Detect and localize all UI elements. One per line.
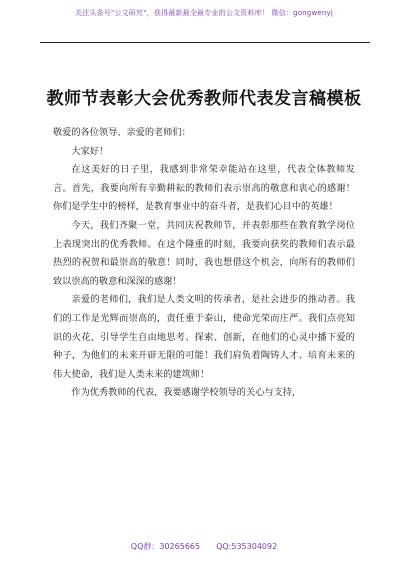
salutation: 敬爱的各位领导、亲爱的老师们： bbox=[53, 127, 191, 138]
body-paragraph: 作为优秀教师的代表，我要感谢学校领导的关心与支持， bbox=[71, 387, 302, 399]
body-paragraph: 亲爱的老师们，我们是人类文明的传承者，是社会进步的推动者。我们的工作是光辉而崇高的，责任重于泰山，使命光荣而庄严。我们点亮知识的火花，引导学生自由地思考、探索、创新，在他们的心灵中播下爱的种子，为他们的未来开辟无限的可能！我们肩负着陶铸人才、培育未来的伟大使命，我们是人类未来的建筑师！ bbox=[53, 294, 355, 380]
body-paragraph: 在这美好的日子里，我感到非常荣幸能站在这里，代表全体教师发言。首先，我要向所有辛勤耕耘的教师们表示崇高的敬意和衷心的感谢！你们是学生中的榜样，是教育事业中的奋斗者，是我们心目中的英雄！ bbox=[53, 164, 355, 213]
document-title: 教师节表彰大会优秀教师代表发言稿模板 bbox=[46, 89, 362, 109]
body-paragraph: 今天，我们齐聚一堂，共同庆祝教师节，并表彰那些在教育教学岗位上表现突出的优秀教师。在这个隆重的时刻，我要向获奖的教师们表示最热烈的祝贺和最崇高的敬意！同时，我也想借这个机会，向所有的教师们致以崇高的敬意和深深的感谢！ bbox=[53, 219, 355, 287]
header-promo-note: 关注头条号"公文研究"，获得最新最全最专业的公文资料库！ 微信：gongwenyj bbox=[74, 9, 334, 17]
footer-contact: QQ群：30265665 QQ:535304092 bbox=[130, 542, 278, 551]
greeting: 大家好！ bbox=[71, 145, 109, 157]
header-divider bbox=[40, 42, 370, 43]
document-body bbox=[53, 124, 355, 403]
